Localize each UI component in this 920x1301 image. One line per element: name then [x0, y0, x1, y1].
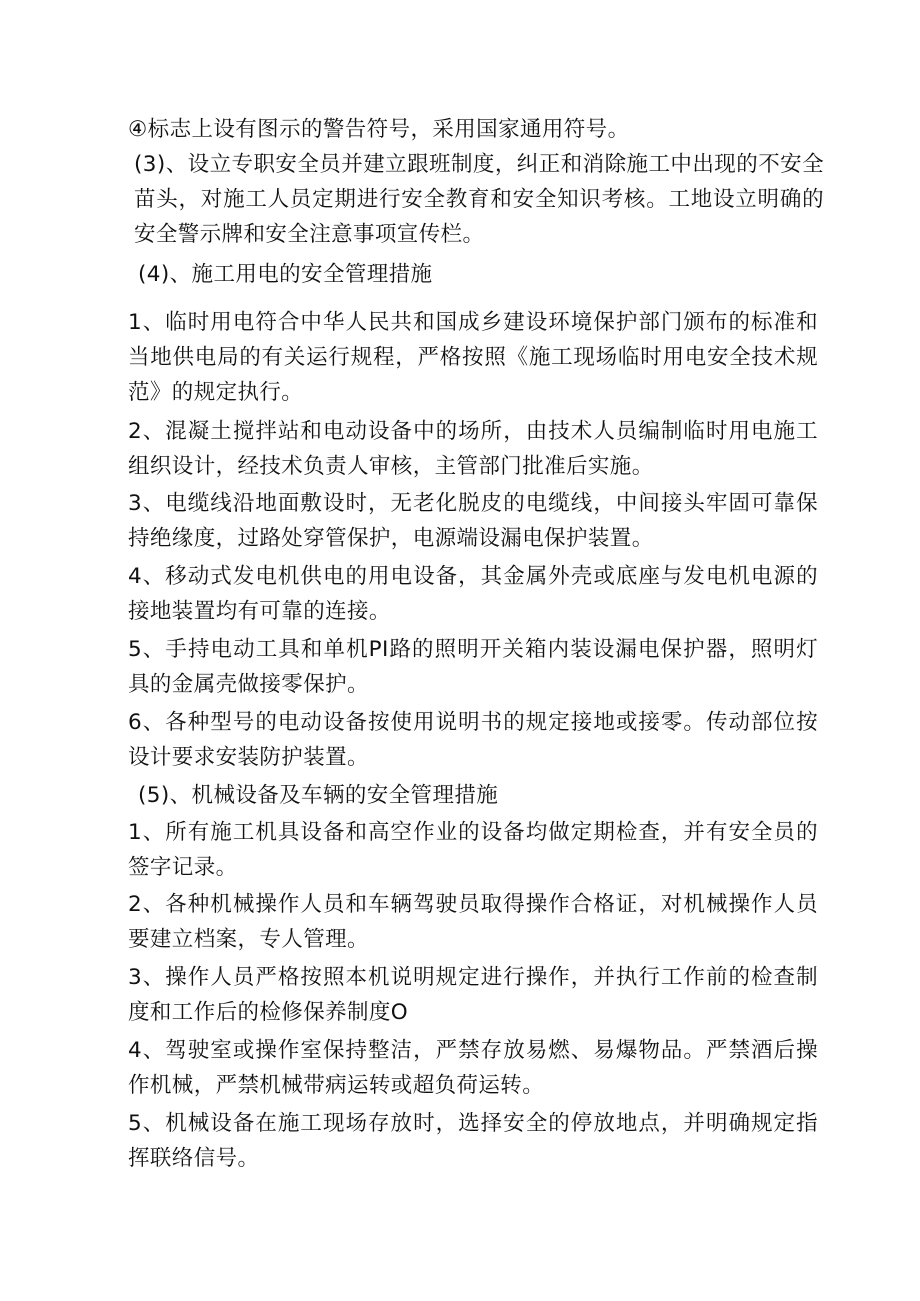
paragraph-machinery-1: 1、所有施工机具设备和高空作业的设备均做定期检查，并有安全员的签字记录。	[128, 820, 818, 880]
paragraph-machinery-5: 5、机械设备在施工现场存放时，选择安全的停放地点，并明确规定指挥联络信号。	[128, 1111, 818, 1171]
paragraph-sign-symbols: ④标志上设有图示的警告符号，采用国家通用符号。	[128, 117, 630, 142]
paragraph-machinery-3: 3、操作人员严格按照本机说明规定进行操作，并执行工作前的检查制度和工作后的检修保养制度O	[128, 965, 818, 1025]
paragraph-electrical-2: 2、混凝土搅拌站和电动设备中的场所，由技术人员编制临时用电施工组织设计，经技术负责人审核，主管部门批准后实施。	[128, 419, 818, 479]
paragraph-machinery-4: 4、驾驶室或操作室保持整洁，严禁存放易燃、易爆物品。严禁酒后操作机械，严禁机械带病运转或超负荷运转。	[128, 1038, 818, 1098]
heading-electrical-safety: (4)、施工用电的安全管理措施	[138, 262, 433, 287]
paragraph-electrical-6: 6、各种型号的电动设备按使用说明书的规定接地或接零。传动部位按设计要求安装防护装置。	[128, 710, 818, 770]
paragraph-electrical-5: 5、手持电动工具和单机PI路的照明开关箱内装设漏电保护器，照明灯具的金属壳做接零保护。	[128, 637, 818, 697]
paragraph-safety-officer: (3)、设立专职安全员并建立跟班制度，纠正和消除施工中出现的不安全苗头，对施工人员定期进行安全教育和安全知识考核。工地设立明确的安全警示牌和安全注意事项宣传栏。	[134, 152, 824, 247]
paragraph-electrical-1: 1、临时用电符合中华人民共和国成乡建设环境保护部门颁布的标准和当地供电局的有关运行规程，严格按照《施工现场临时用电安全技术规范》的规定执行。	[128, 310, 818, 405]
paragraph-machinery-2: 2、各种机械操作人员和车辆驾驶员取得操作合格证，对机械操作人员要建立档案，专人管理。	[128, 892, 818, 952]
paragraph-electrical-4: 4、移动式发电机供电的用电设备，其金属外壳或底座与发电机电源的接地装置均有可靠的连接。	[128, 564, 818, 624]
heading-machinery-safety: (5)、机械设备及车辆的安全管理措施	[138, 783, 499, 808]
paragraph-electrical-3: 3、电缆线沿地面敷设时，无老化脱皮的电缆线，中间接头牢固可靠保持绝缘度，过路处穿管保护，电源端设漏电保护装置。	[128, 491, 818, 551]
